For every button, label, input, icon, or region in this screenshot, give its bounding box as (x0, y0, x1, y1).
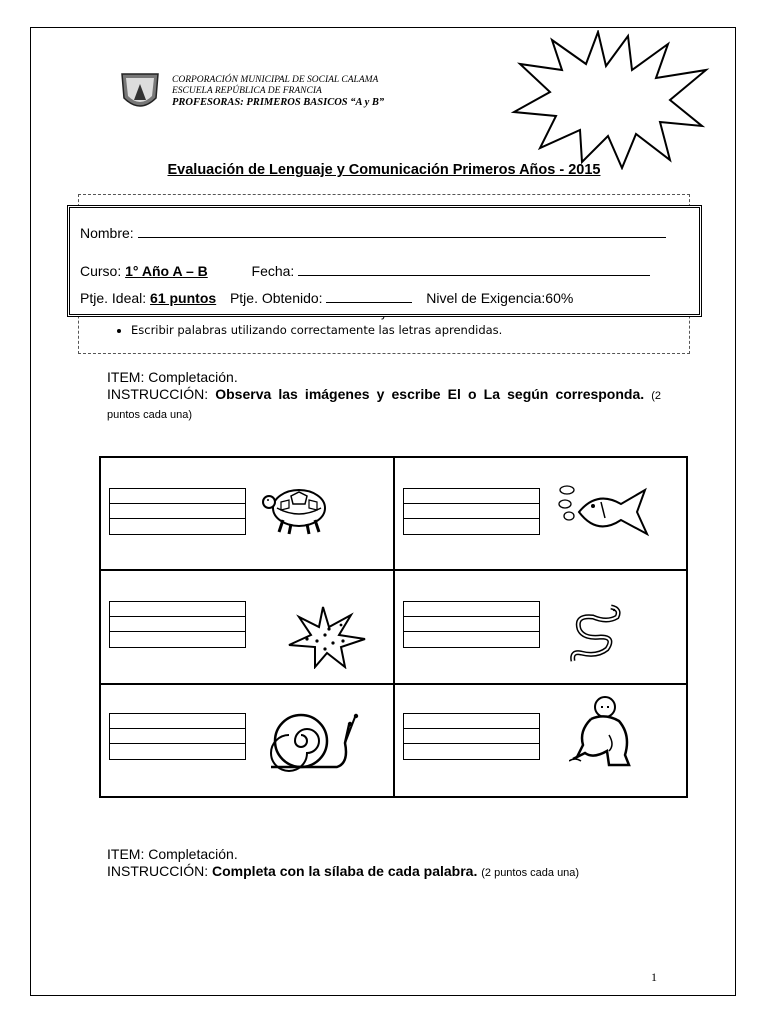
turtle-icon (261, 480, 337, 538)
gorilla-icon (569, 695, 633, 771)
item-1-instruction (107, 386, 661, 424)
instruction-text-end: según corresponda. (507, 386, 645, 402)
option-conj: o (468, 386, 477, 402)
answer-lines[interactable] (109, 713, 246, 760)
ideal-value: 61 puntos (150, 290, 217, 306)
course-label: Curso: (80, 263, 122, 279)
date-field[interactable] (298, 263, 650, 276)
score-row (80, 290, 573, 306)
name-row (80, 225, 666, 241)
item-2-block (107, 846, 661, 882)
grid-cell (394, 684, 688, 797)
points-note: (2 puntos cada una) (107, 390, 662, 421)
grid-cell (100, 570, 394, 683)
points-note: (2 puntos cada una) (481, 867, 580, 879)
answer-lines[interactable] (403, 713, 540, 760)
answer-lines[interactable] (109, 488, 246, 535)
answer-lines[interactable] (109, 601, 246, 648)
item-1-block (107, 369, 661, 424)
item-2-heading: ITEM: Completación. (107, 846, 238, 862)
fish-icon (557, 484, 653, 540)
item-1-heading: ITEM: Completación. (107, 369, 238, 385)
answer-lines[interactable] (403, 601, 540, 648)
instruction-prefix: INSTRUCCIÓN: (107, 386, 209, 402)
instruction-prefix: INSTRUCCIÓN: (107, 863, 209, 879)
score-starburst (510, 30, 710, 170)
name-field[interactable] (138, 225, 666, 238)
item-2-instruction (107, 863, 661, 882)
answer-lines[interactable] (403, 488, 540, 535)
instruction-text: Observa las imágenes y escribe (215, 386, 441, 402)
exigency-level: Nivel de Exigencia:60% (426, 290, 574, 306)
option-la: La (483, 386, 501, 402)
grid-cell (394, 457, 688, 570)
grid-cell (100, 684, 394, 797)
school-header (172, 75, 384, 108)
student-info-box (67, 205, 702, 317)
ideal-label: Ptje. Ideal: (80, 290, 147, 306)
objective-item: • Escribir palabras utilizando correctamente las letras aprendidas. (131, 322, 502, 339)
snake-icon (567, 601, 623, 667)
page-title: Evaluación de Lenguaje y Comunicación Primeros Años - 2015 (167, 162, 601, 178)
course-row (80, 263, 650, 279)
date-label: Fecha: (251, 263, 295, 279)
name-label: Nombre: (80, 225, 134, 241)
grid-cell (394, 570, 688, 683)
school-shield-logo (120, 70, 160, 114)
header-line-1: CORPORACIÓN MUNICIPAL DE SOCIAL CALAMA (172, 75, 379, 85)
instruction-text: Completa con la sílaba de cada palabra. (212, 863, 478, 879)
obtained-label: Ptje. Obtenido: (229, 290, 323, 306)
page-number: 1 (651, 970, 657, 984)
course-value: 1° Año A – B (125, 263, 208, 279)
snail-icon (267, 703, 363, 773)
obtained-field[interactable] (326, 290, 412, 303)
grid-cell (100, 457, 394, 570)
answer-grid (99, 456, 688, 798)
starfish-icon (285, 605, 367, 669)
option-el: El (447, 386, 461, 402)
header-line-3: PROFESORAS: PRIMEROS BASICOS “A y B” (172, 97, 385, 108)
header-line-2: ESCUELA REPÚBLICA DE FRANCIA (172, 86, 322, 96)
